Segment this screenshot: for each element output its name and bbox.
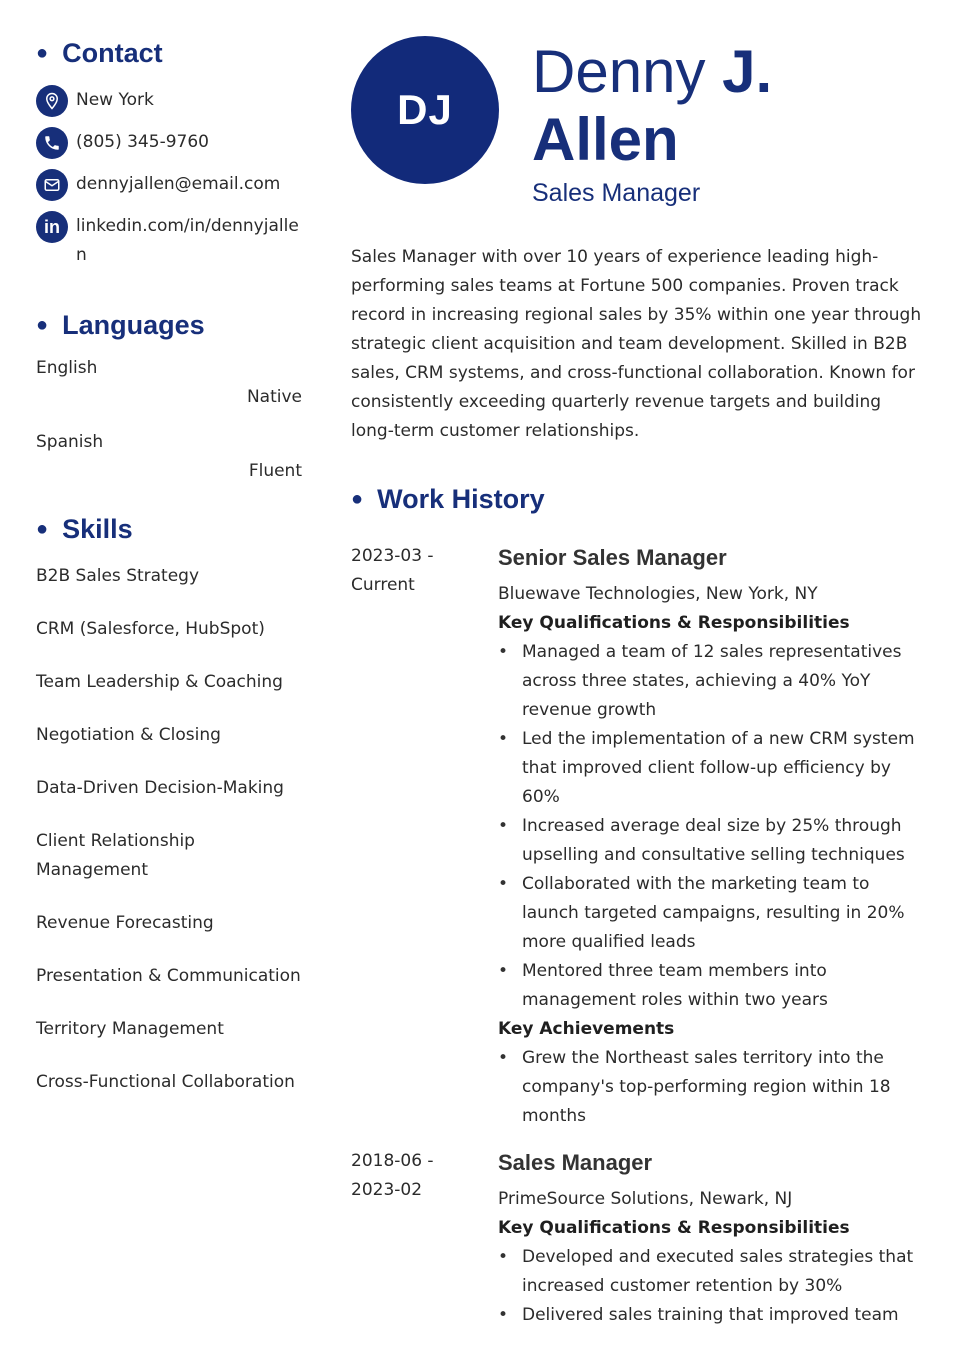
responsibilities-list (498, 638, 926, 1015)
responsibilities-heading: Key Qualifications & Responsibilities (498, 1218, 850, 1238)
job-company: Bluewave Technologies, New York, NY (498, 584, 818, 604)
contact-heading (36, 36, 302, 70)
job-date-end: Current (351, 575, 415, 595)
linkedin-icon: in (36, 211, 68, 243)
name-first-line (532, 38, 926, 106)
job-date-start: 2018-06 - (351, 1151, 434, 1171)
responsibility-item: • Developed and executed sales strategies that increased customer retention by 30% (498, 1243, 926, 1301)
job-role: Senior Sales Manager (498, 545, 727, 570)
first-name: Denny (532, 38, 706, 105)
responsibilities-heading: Key Qualifications & Responsibilities (498, 613, 850, 633)
job-date-start: 2023-03 - (351, 546, 434, 566)
skills-heading-text: Skills (62, 514, 133, 544)
skill-item: Presentation & Communication (36, 966, 301, 986)
contact-phone-text[interactable]: (805) 345-9760 (76, 132, 209, 152)
languages-heading (36, 308, 302, 342)
language-list (36, 354, 302, 486)
middle-initial: J. (722, 38, 773, 105)
skill-item: B2B Sales Strategy (36, 566, 200, 586)
achievement-item: • Grew the Northeast sales territory into the company's top-performing region within 18 months (498, 1044, 926, 1131)
contact-location (36, 86, 302, 117)
contact-linkedin (36, 212, 302, 270)
job-dates (351, 542, 498, 1131)
work-history-heading (351, 482, 926, 516)
language-name: Spanish (36, 432, 104, 452)
responsibility-item: • Collaborated with the marketing team to launch targeted campaigns, resulting in 20% more qualified leads (498, 870, 926, 957)
bullet-icon: ● (36, 42, 49, 64)
job-details (498, 544, 926, 1131)
last-name: Allen (532, 106, 679, 173)
phone-icon (36, 127, 68, 159)
work-history-section (351, 482, 926, 1330)
bullet-icon: ● (36, 314, 49, 336)
job-role: Sales Manager (498, 1150, 653, 1175)
job-dates (351, 1147, 498, 1330)
achievements-heading: Key Achievements (498, 1019, 675, 1039)
skill-item: Client Relationship Management (36, 831, 195, 880)
contact-heading-text: Contact (62, 38, 163, 68)
skill-item: Revenue Forecasting (36, 913, 214, 933)
responsibility-item: • Led the implementation of a new CRM system that improved client follow-up efficiency by 60% (498, 725, 926, 812)
main-content (351, 36, 926, 1330)
responsibility-item: • Mentored three team members into management roles within two years (498, 957, 926, 1015)
location-icon (36, 85, 68, 117)
skill-item: Negotiation & Closing (36, 725, 221, 745)
achievements-list (498, 1044, 926, 1131)
contact-section (36, 36, 302, 270)
bullet-icon: ● (351, 488, 364, 510)
name-block (532, 38, 926, 210)
language-item (36, 428, 302, 486)
contact-linkedin-text[interactable]: linkedin.com/in/dennyjallen (76, 216, 299, 265)
job-entry (351, 1149, 926, 1330)
skill-item: Data-Driven Decision-Making (36, 778, 284, 798)
work-history-heading-text: Work History (377, 484, 545, 514)
contact-location-text: New York (76, 90, 154, 110)
languages-heading-text: Languages (62, 310, 205, 340)
contact-email-text[interactable]: dennyjallen@email.com (76, 174, 281, 194)
responsibilities-list (498, 1243, 926, 1330)
skill-item: Team Leadership & Coaching (36, 672, 283, 692)
job-company: PrimeSource Solutions, Newark, NJ (498, 1189, 793, 1209)
skills-section (36, 512, 302, 1097)
resume-header (351, 36, 926, 226)
bullet-icon: ● (36, 518, 49, 540)
job-details (498, 1149, 926, 1330)
professional-summary: Sales Manager with over 10 years of experience leading high-performing sales teams at Fortune 500 companies. Proven track record in increasing regional sales by 35% within one year through strategic client acquisition and team development. Skilled in B2B sales, CRM systems, and cross-functional collaboration. Known for consistently exceeding quarterly revenue targets and building long-term customer relationships. (351, 247, 922, 441)
language-level: Fluent (248, 461, 302, 481)
language-level: Native (246, 387, 302, 407)
contact-list (36, 86, 302, 270)
skill-item: CRM (Salesforce, HubSpot) (36, 619, 265, 639)
monogram-avatar: DJ (351, 36, 499, 184)
contact-email (36, 170, 302, 201)
skill-list (36, 562, 302, 1097)
email-icon (36, 169, 68, 201)
skills-heading (36, 512, 302, 546)
skill-item: Territory Management (36, 1019, 224, 1039)
job-date-end: 2023-02 (351, 1180, 423, 1200)
contact-phone (36, 128, 302, 159)
job-entry (351, 544, 926, 1131)
sidebar (36, 36, 302, 1121)
language-item (36, 354, 302, 412)
responsibility-item: • Delivered sales training that improved team (498, 1301, 926, 1330)
responsibility-item: • Increased average deal size by 25% through upselling and consultative selling techniques (498, 812, 926, 870)
responsibility-item: • Managed a team of 12 sales representatives across three states, achieving a 40% YoY revenue growth (498, 638, 926, 725)
job-title: Sales Manager (532, 179, 701, 207)
languages-section (36, 308, 302, 486)
language-name: English (36, 358, 98, 378)
skill-item: Cross-Functional Collaboration (36, 1072, 295, 1092)
